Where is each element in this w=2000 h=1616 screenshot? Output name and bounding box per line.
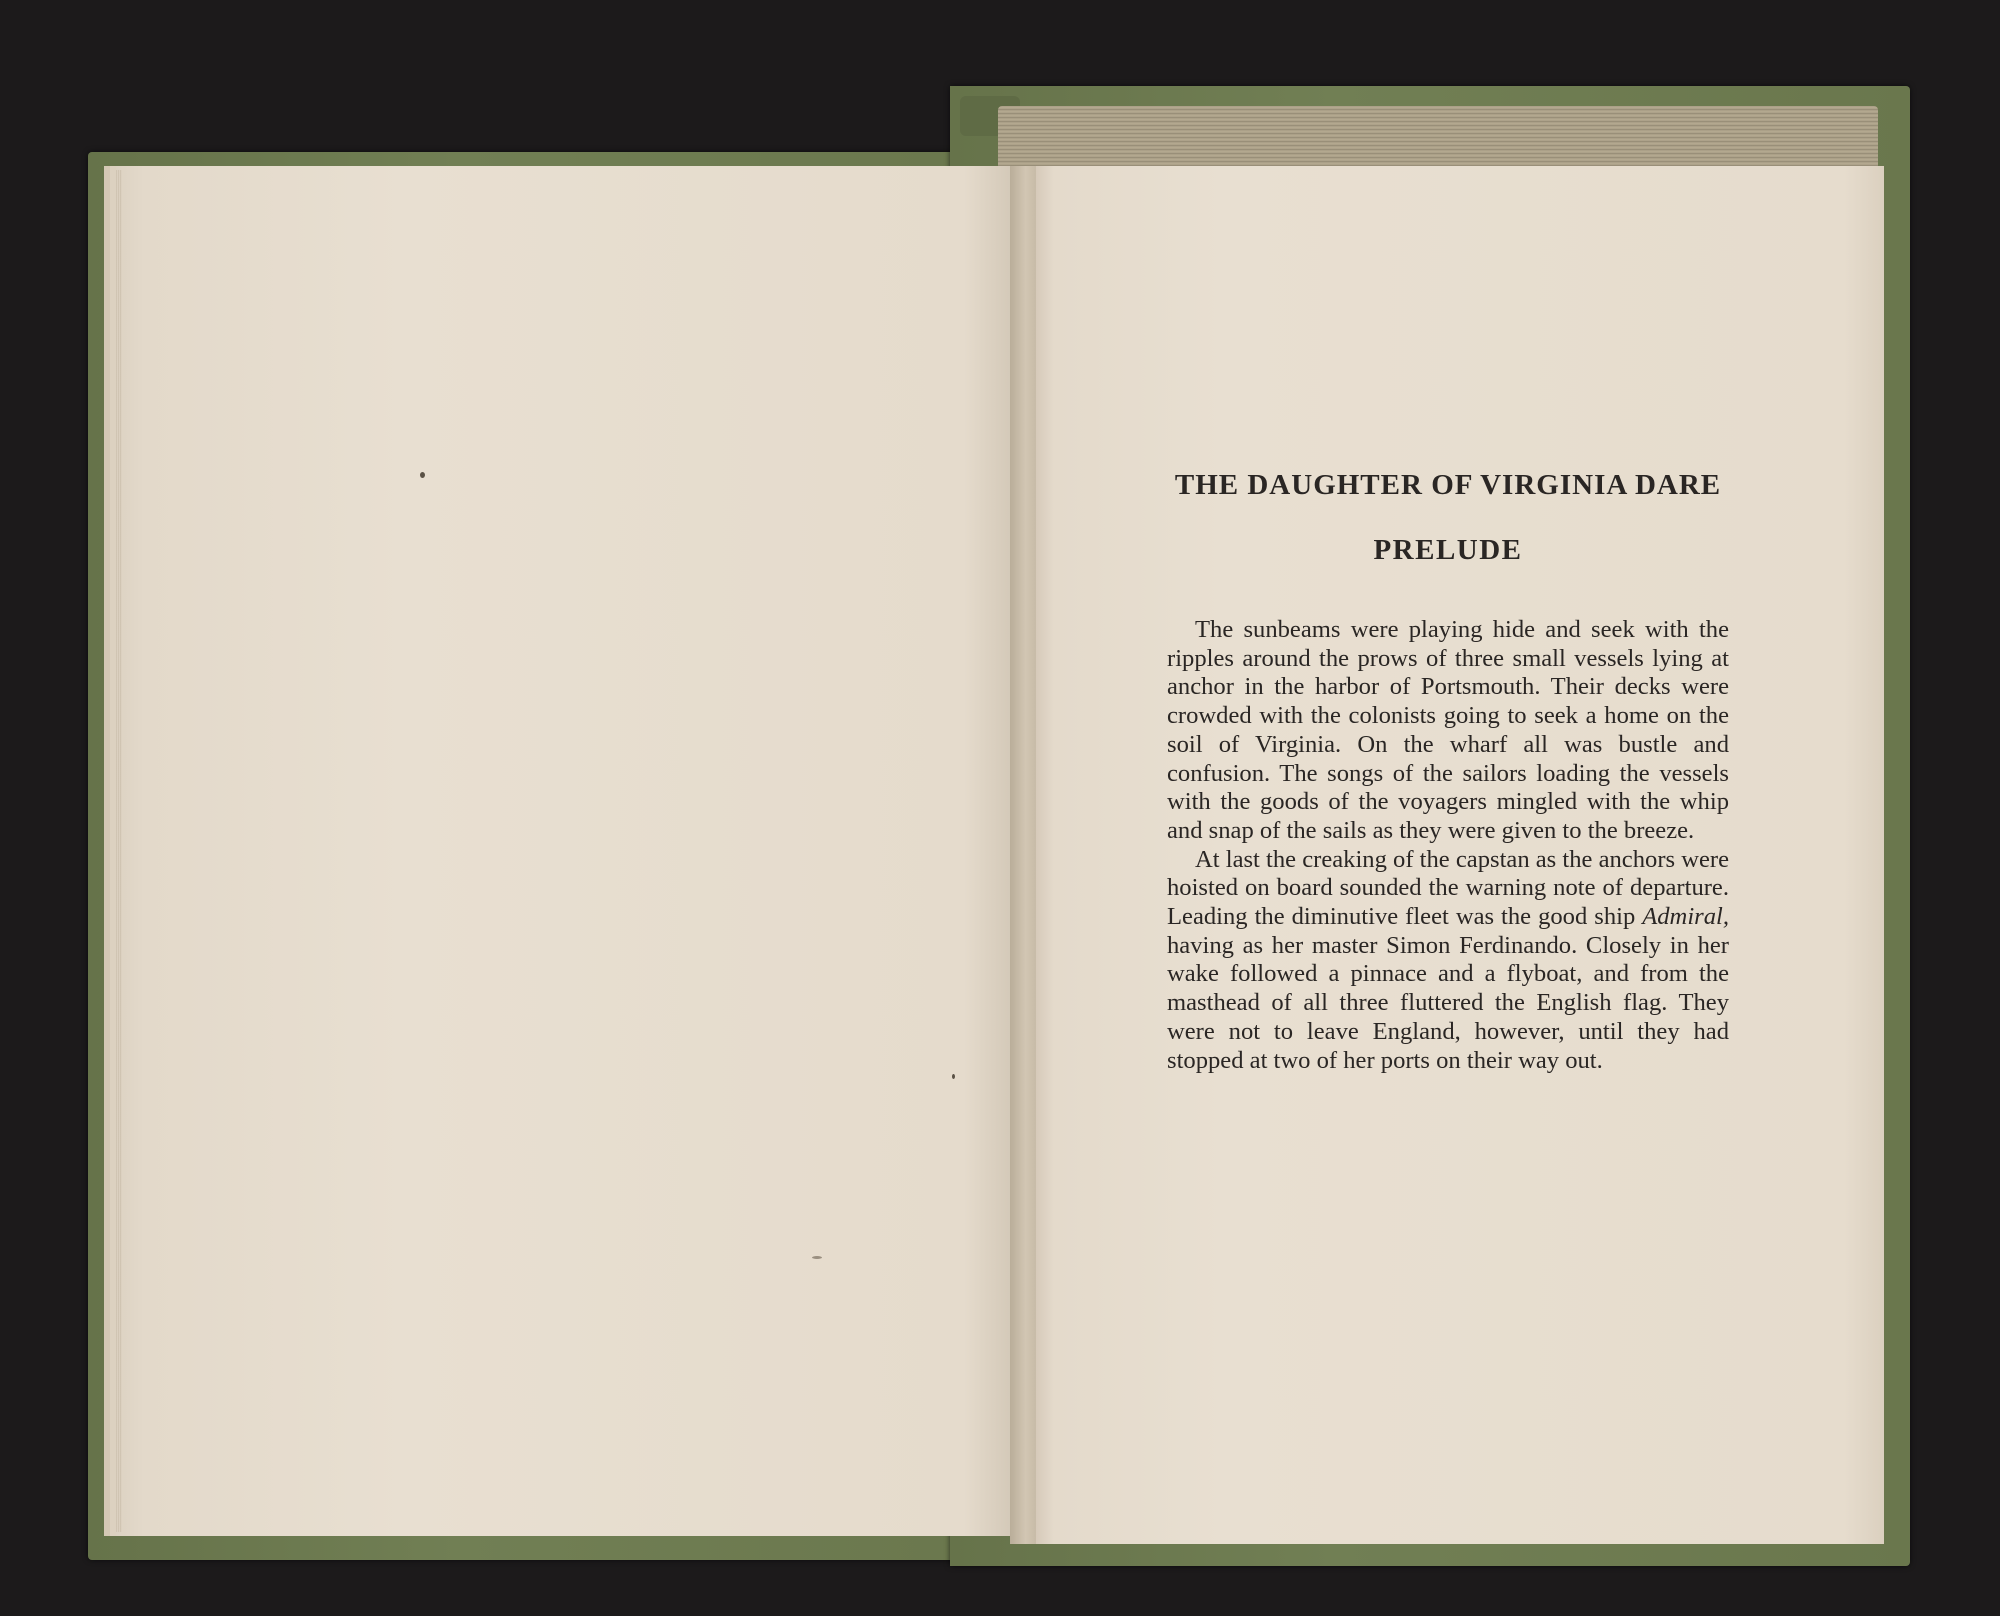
chapter-title: PRELUDE bbox=[1373, 534, 1523, 566]
paragraph-text: At last the creaking of the capstan as the anchors were hoisted on board sounded the warning note of departure. Leading the diminutive fleet was the good ship bbox=[1167, 845, 1730, 931]
body-text bbox=[1167, 616, 1729, 1075]
left-page-blank bbox=[104, 166, 1024, 1536]
paper-speck bbox=[812, 1256, 822, 1259]
book-gutter bbox=[1010, 166, 1036, 1544]
paragraph-text: The sunbeams were playing hide and seek with the ripples around the prows of three small vessels lying at anchor in the harbor of Portsmouth. Their decks were crowded with the colonists going to seek a home on the soil of Virginia. On the wharf all was bustle and confusion. The songs of the sailors loading the vessels with the goods of the voyagers mingled with the whip and snap of the sails as they were given to the breeze. bbox=[1167, 616, 1729, 844]
paragraph bbox=[1167, 616, 1729, 846]
book-title: THE DAUGHTER OF VIRGINIA DARE bbox=[1174, 469, 1722, 501]
paper-speck bbox=[420, 472, 425, 478]
paragraph bbox=[1167, 846, 1729, 1076]
page-edges-top bbox=[998, 106, 1878, 174]
paragraph-text: having as her master Simon Ferdinando. Closely in her wake followed a pinnace and a flyboat, and from the masthead of all three fluttered the English flag. They were not to leave England, however, until they had stopped at two of her ports on their way out. bbox=[1167, 931, 1729, 1074]
title-block bbox=[1168, 468, 1728, 567]
italic-text: Admiral, bbox=[1642, 903, 1729, 931]
paper-speck bbox=[952, 1074, 955, 1079]
